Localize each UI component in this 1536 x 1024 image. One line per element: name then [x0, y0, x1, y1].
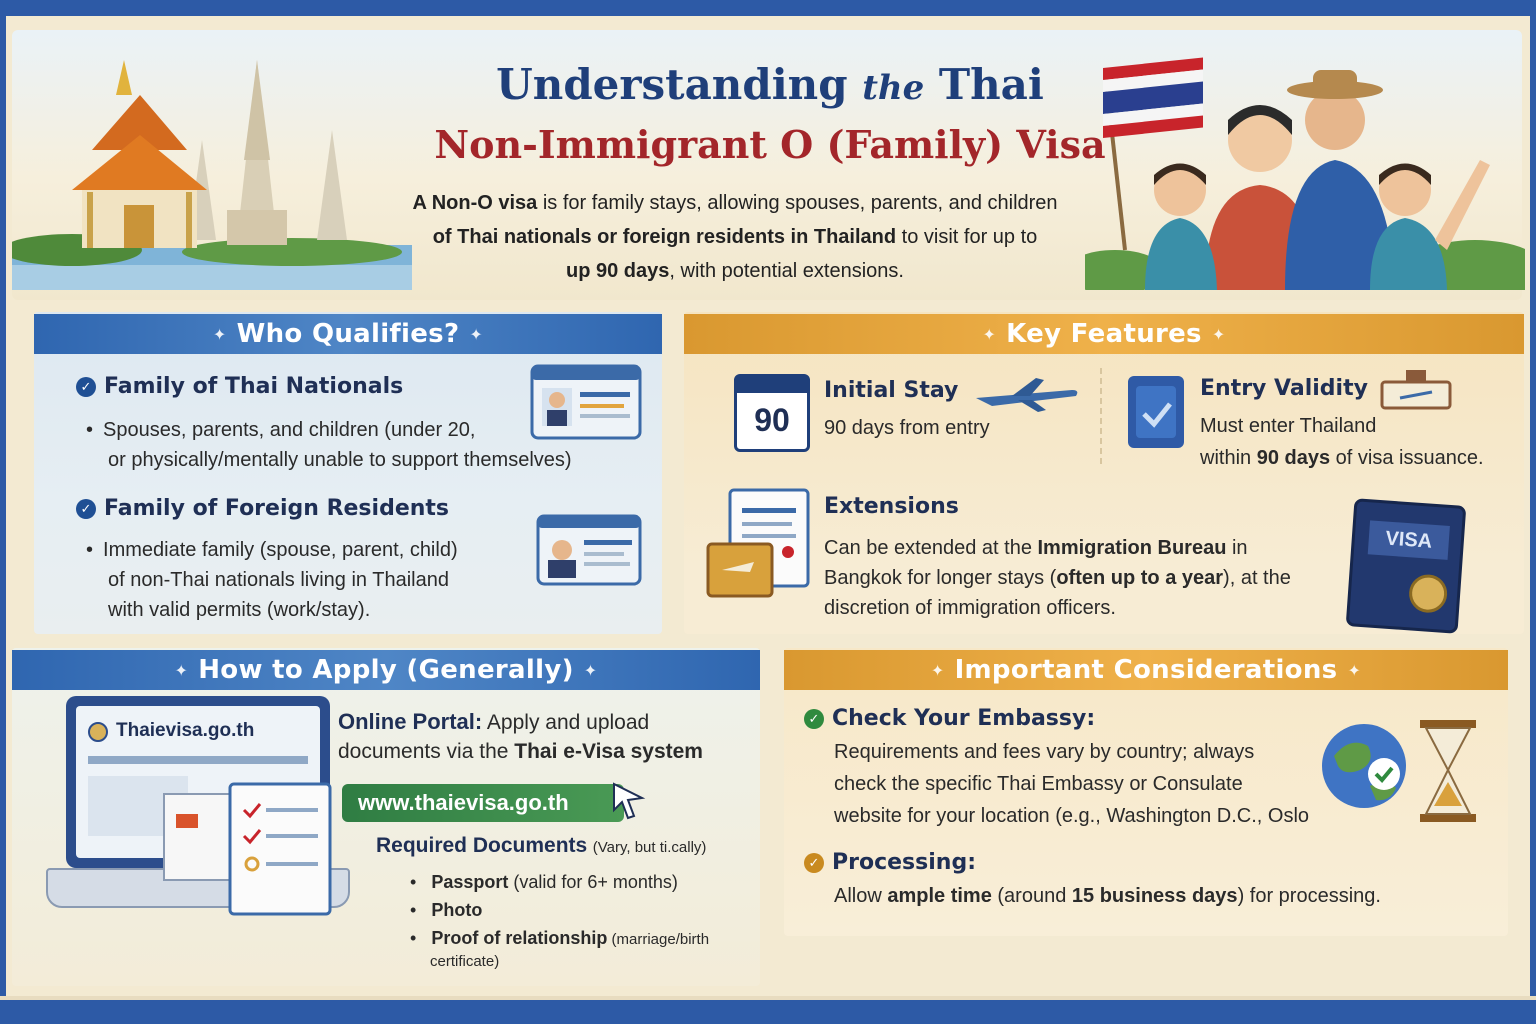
intro-text-2: to visit for up to — [896, 226, 1038, 248]
page-title-line2: Non-Immigrant O (Family) Visa — [434, 122, 1106, 167]
ext-bold-b: often up to a year — [1056, 567, 1224, 589]
entry-text-c: of visa issuance. — [1330, 447, 1484, 469]
initial-stay-text: 90 days from entry — [824, 417, 990, 439]
passport-visa-icon — [1346, 498, 1467, 634]
processing-bold-a: ample time — [887, 885, 992, 907]
globe-hourglass-icon — [1320, 716, 1490, 826]
calendar-number: 90 — [754, 402, 790, 438]
intro-bold-1: A Non-O visa — [412, 192, 538, 214]
required-docs-heading — [376, 832, 756, 862]
banner-deco-icon: ✦ — [1347, 660, 1362, 680]
check-circle-icon: ✓ — [76, 377, 96, 397]
family-foreign-line1: • Immediate family (spouse, parent, child) — [86, 536, 526, 564]
entry-text-a: within — [1200, 447, 1257, 469]
family-thai-line2: or physically/mentally unable to support themselves) — [108, 449, 572, 471]
family-thai-heading — [76, 374, 403, 399]
online-portal-line1 — [338, 708, 748, 737]
banner-deco-icon: ✦ — [1211, 324, 1226, 344]
doc-passport-label: Passport — [431, 872, 509, 892]
calendar-icon — [734, 374, 810, 452]
who-qualifies-title: Who Qualifies? — [236, 319, 460, 349]
id-card-icon — [528, 362, 644, 442]
extensions-line3: discretion of immigration officers. — [824, 597, 1116, 619]
resident-card-icon — [534, 512, 644, 588]
doc-passport-note: (valid for 6+ months) — [508, 872, 678, 892]
screen-bar — [88, 756, 308, 764]
check-embassy-line1: Requirements and fees vary by country; always — [834, 741, 1255, 763]
family-foreign-line3: with valid permits (work/stay). — [108, 599, 371, 621]
doc-photo — [410, 896, 750, 924]
check-embassy-heading — [804, 706, 1095, 731]
extensions-line2 — [824, 564, 1324, 592]
right-border — [1530, 16, 1536, 996]
family-thai-line1: • Spouses, parents, and children (under 20, — [86, 416, 526, 444]
intro-paragraph — [380, 186, 1090, 288]
processing-title: Processing: — [832, 850, 976, 875]
check-circle-icon: ✓ — [804, 853, 824, 873]
airplane-icon — [972, 374, 1082, 414]
intro-bold-3: up 90 days — [566, 260, 670, 282]
family-foreign-title: Family of Foreign Residents — [104, 496, 450, 521]
thai-evisa-system: Thai e-Visa system — [514, 740, 703, 763]
how-to-apply-title: How to Apply (Generally) — [198, 655, 574, 685]
processing-bold-b: 15 business days — [1071, 885, 1238, 907]
required-docs-note: (Vary, but ti.cally) — [592, 839, 707, 856]
processing-text-a: Allow — [834, 885, 888, 907]
check-circle-icon: ✓ — [804, 709, 824, 729]
embassy-logo-icon — [88, 722, 108, 742]
how-to-apply-banner — [12, 650, 760, 690]
check-embassy-line3: website for your location (e.g., Washington D.C., Oslo — [834, 805, 1310, 827]
ext-bold-a: Immigration Bureau — [1037, 537, 1227, 559]
thai-evisa-url-text[interactable]: www.thaievisa.go.th — [358, 790, 569, 815]
calendar-header — [737, 377, 807, 393]
processing-text-c: (around — [991, 885, 1072, 907]
intro-text-3: , with potential extensions. — [669, 260, 904, 282]
processing-text — [834, 882, 1474, 910]
intro-text-1: is for family stays, allowing spouses, parents, and children — [537, 192, 1058, 214]
family-foreign-line2: of non-Thai nationals living in Thailand — [108, 569, 449, 591]
intro-bold-2: of Thai nationals or foreign residents in Thailand — [432, 226, 897, 248]
title-word-the: the — [862, 68, 925, 108]
thai-evisa-url-link[interactable] — [342, 784, 624, 822]
initial-stay-title: Initial Stay — [824, 378, 959, 403]
online-portal-line2 — [338, 738, 758, 766]
banner-deco-icon: ✦ — [212, 324, 227, 344]
doc-proof-note: (marriage/birth — [607, 931, 710, 948]
online-portal-text-2: documents via the — [338, 740, 515, 763]
who-qualifies-banner — [34, 314, 662, 354]
key-features-title: Key Features — [1006, 319, 1202, 349]
seal-icon — [1408, 573, 1449, 614]
banner-deco-icon: ✦ — [982, 324, 997, 344]
bottom-border — [0, 996, 1536, 1024]
banner-deco-icon: ✦ — [469, 324, 484, 344]
doc-proof-label: Proof of relationship — [431, 928, 608, 948]
laptop-url-text: Thaievisa.go.th — [116, 720, 255, 741]
online-portal-text-1: Apply and upload — [482, 711, 650, 734]
visa-label: VISA — [1368, 520, 1450, 559]
extensions-line1 — [824, 534, 1324, 562]
family-thai-title: Family of Thai Nationals — [104, 374, 404, 399]
title-word-thai: Thai — [938, 60, 1044, 109]
check-embassy-title: Check Your Embassy: — [832, 706, 1096, 731]
entry-validity-title: Entry Validity — [1200, 376, 1368, 401]
ext-text-d: Bangkok for longer stays ( — [824, 567, 1057, 589]
entry-validity-line2 — [1200, 444, 1520, 472]
doc-proof-note-2: certificate) — [430, 953, 500, 970]
page-title-line1 — [420, 60, 1120, 109]
important-considerations-banner — [784, 650, 1508, 690]
doc-photo-label: Photo — [431, 900, 483, 920]
doc-passport — [410, 868, 750, 896]
cursor-arrow-icon — [610, 780, 646, 820]
processing-text-e: ) for processing. — [1237, 885, 1381, 907]
check-circle-icon: ✓ — [76, 499, 96, 519]
title-word-understanding: Understanding — [496, 60, 848, 109]
ext-text-a: Can be extended at the — [824, 537, 1038, 559]
entry-bold: 90 days — [1256, 447, 1331, 469]
important-considerations-title: Important Considerations — [954, 655, 1338, 685]
processing-heading — [804, 850, 976, 875]
banner-deco-icon: ✦ — [930, 660, 945, 680]
entry-validity-line1: Must enter Thailand — [1200, 415, 1377, 437]
thai-temple-illustration — [12, 40, 412, 290]
online-portal-label: Online Portal: — [338, 709, 483, 734]
ext-text-e: ), at the — [1223, 567, 1291, 589]
key-features-banner — [684, 314, 1524, 354]
banner-deco-icon: ✦ — [174, 660, 189, 680]
extensions-title: Extensions — [824, 494, 959, 519]
extension-documents-icon — [706, 486, 814, 606]
checklist-documents-icon — [160, 780, 340, 920]
left-border — [0, 16, 6, 996]
divider — [1100, 368, 1102, 464]
top-border — [0, 0, 1536, 16]
passport-check-icon — [1124, 372, 1188, 452]
ext-text-c: in — [1226, 537, 1248, 559]
check-embassy-line2: check the specific Thai Embassy or Consulate — [834, 773, 1243, 795]
required-docs-title: Required Documents — [376, 834, 588, 857]
family-foreign-heading — [76, 496, 449, 521]
banner-deco-icon: ✦ — [583, 660, 598, 680]
